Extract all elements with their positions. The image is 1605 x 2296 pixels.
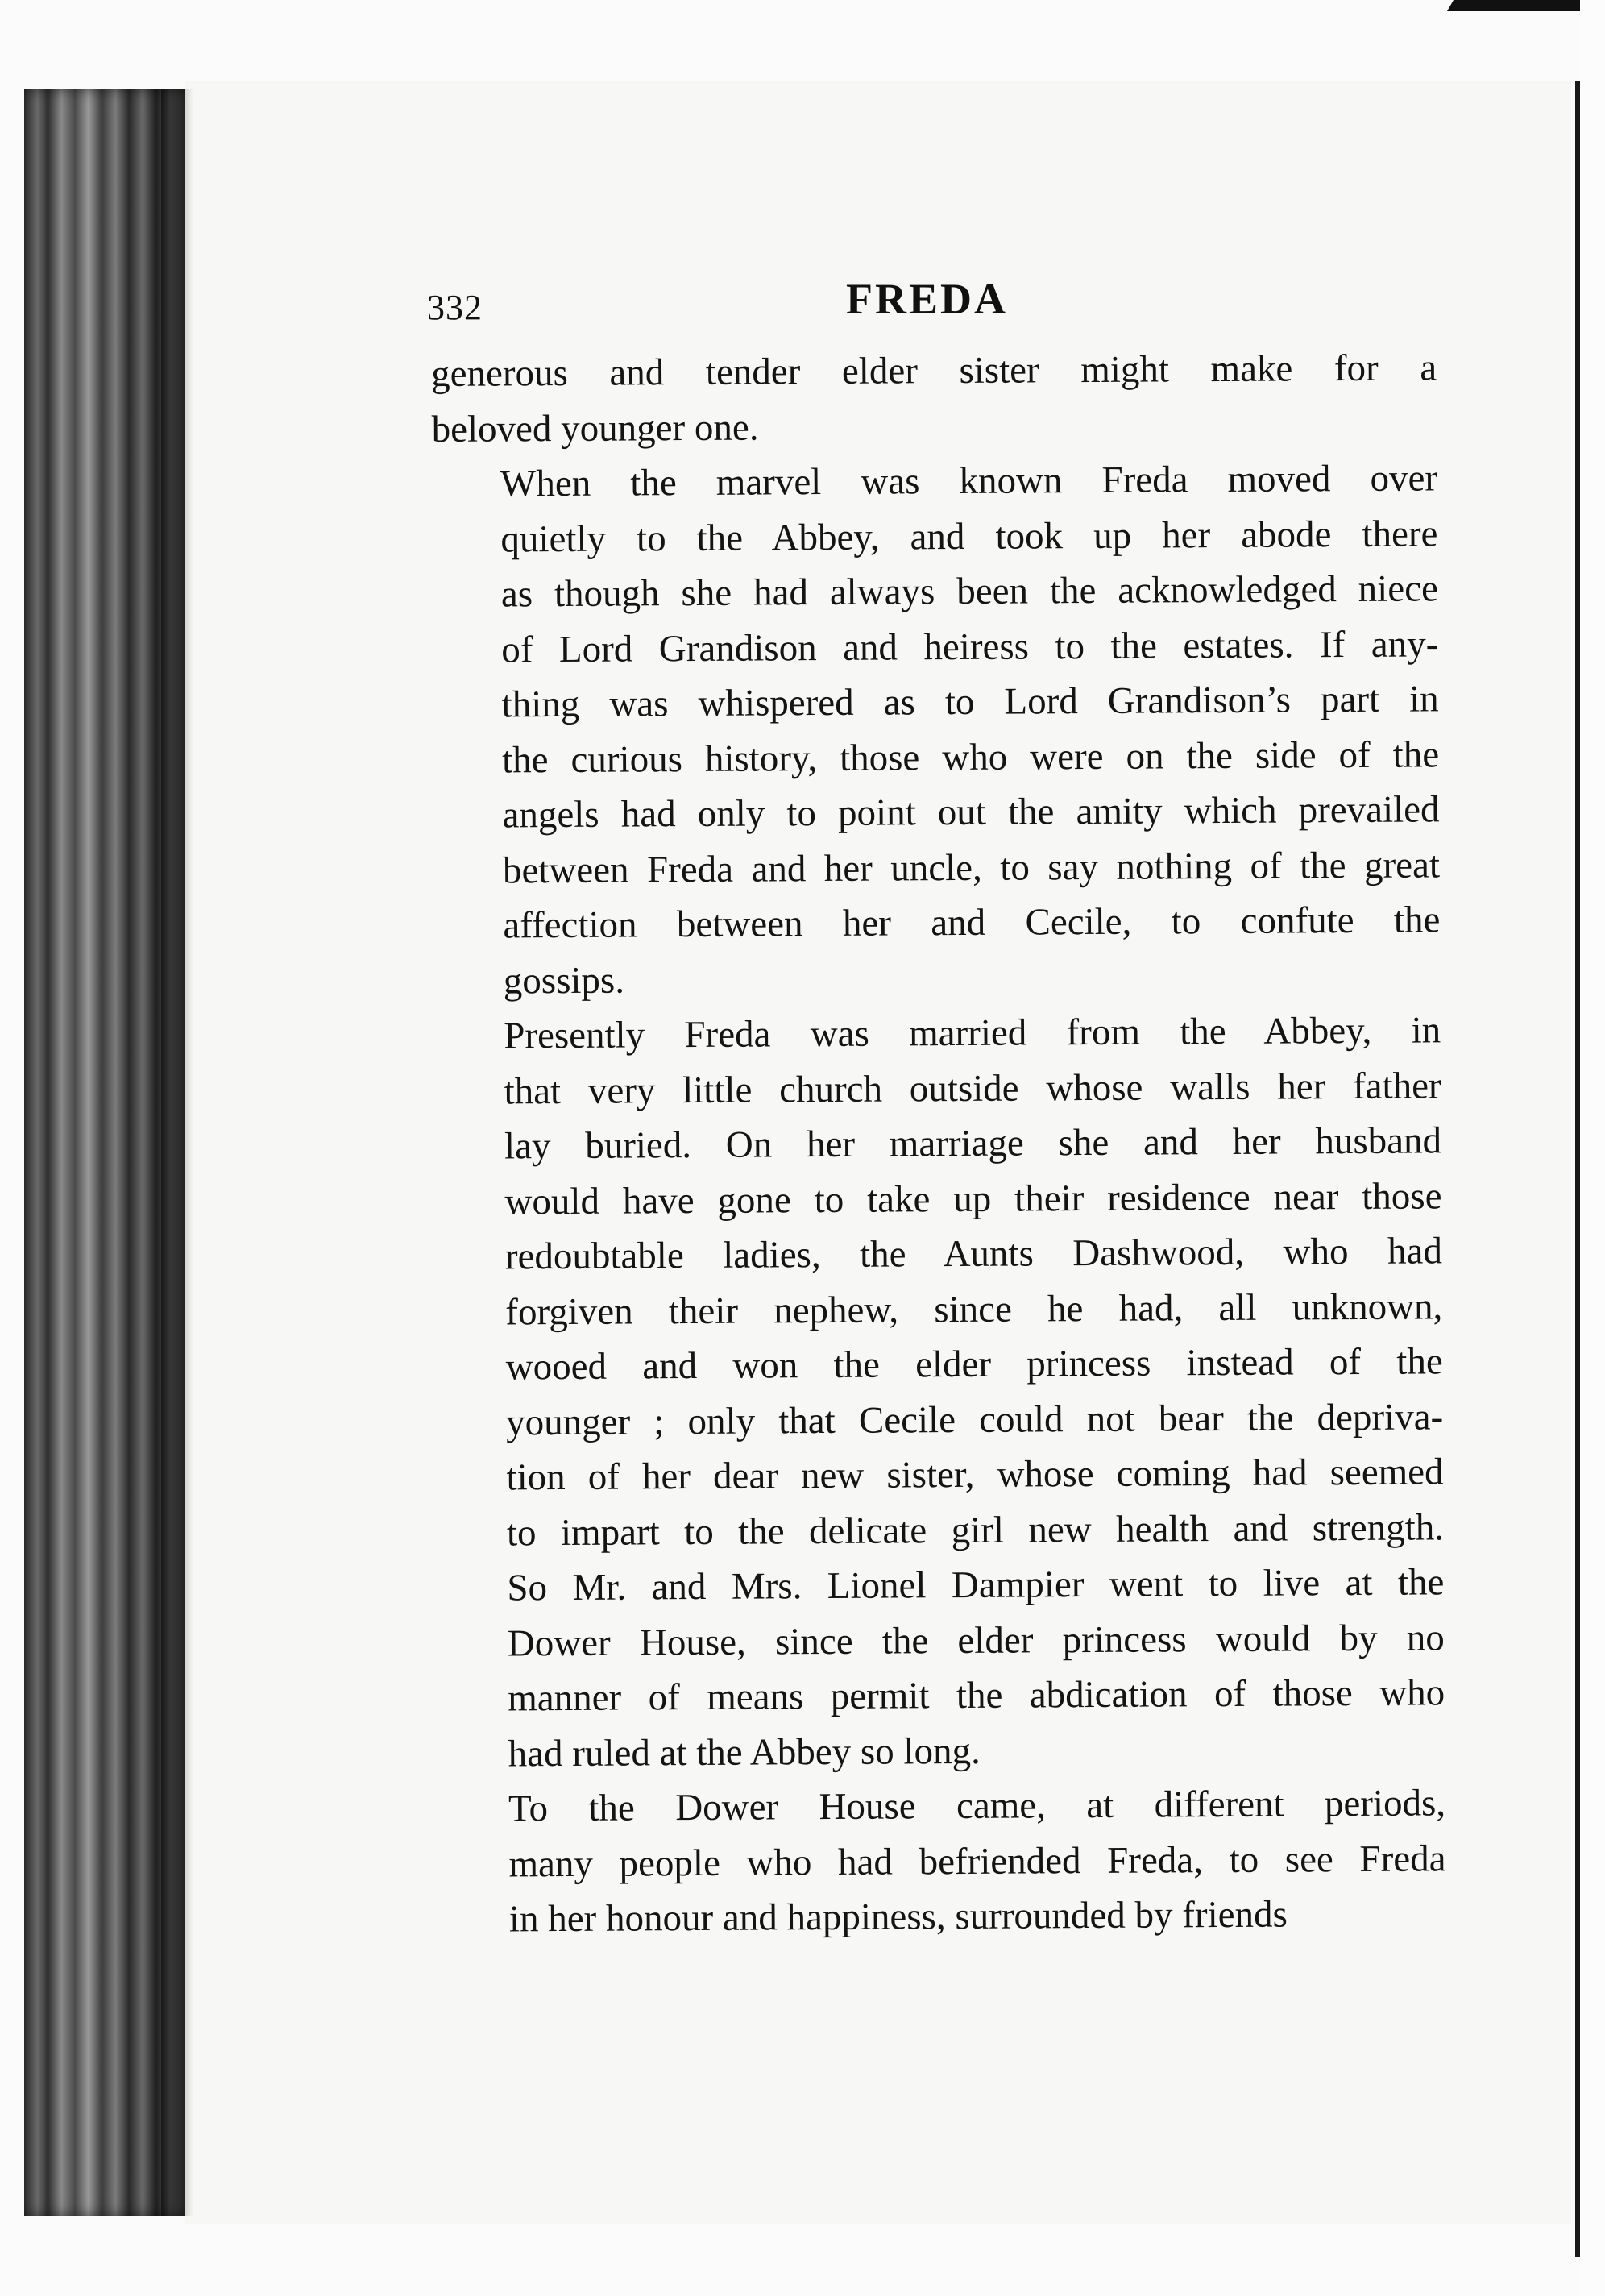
text-line: forgiven their nephew, since he had, all unknown, xyxy=(505,1285,1443,1333)
text-line: between Freda and her uncle, to say nothing of the great xyxy=(502,843,1441,891)
text-line: many people who had befriended Freda, to see Freda xyxy=(508,1837,1446,1885)
text-line: the curious history, those who were on the side of the xyxy=(501,733,1440,781)
text-line: of Lord Grandison and heiress to the estates. If any- xyxy=(501,622,1439,671)
text-line: Dower House, since the elder princess would by no xyxy=(507,1616,1445,1664)
text-line: wooed and won the elder princess instead of the xyxy=(505,1340,1443,1389)
text-line: had ruled at the Abbey so long. xyxy=(508,1729,981,1775)
text-line: affection between her and Cecile, to confute the xyxy=(503,899,1441,947)
text-line: younger ; only that Cecile could not bear the depriva- xyxy=(505,1395,1444,1443)
text-line: thing was whispered as to Lord Grandison’s part in xyxy=(501,678,1439,726)
paragraph xyxy=(435,1003,1445,1782)
running-header xyxy=(427,274,1442,330)
body-text xyxy=(431,340,1446,1947)
text-line: redoubtable ladies, the Aunts Dashwood, who had xyxy=(504,1230,1443,1278)
text-line: to impart to the delicate girl new health and strength. xyxy=(506,1505,1445,1554)
text-line: as though she had always been the acknowledged niece xyxy=(500,567,1439,616)
text-line: So Mr. and Mrs. Lionel Dampier went to live at the xyxy=(507,1561,1445,1609)
text-line: To the Dower House came, at different periods, xyxy=(508,1782,1446,1830)
text-line: lay buried. On her marriage she and her husband xyxy=(504,1119,1442,1168)
text-line: beloved younger one. xyxy=(431,406,759,450)
paragraph xyxy=(431,340,1437,457)
text-line: Presently Freda was married from the Abbey, in xyxy=(504,1009,1441,1057)
paragraph xyxy=(432,450,1441,1009)
text-line: quietly to the Abbey, and took up her abode there xyxy=(500,512,1438,560)
paragraph xyxy=(440,1775,1446,1947)
text-line: in her honour and happiness, surrounded by friends xyxy=(508,1893,1288,1941)
text-line: gossips. xyxy=(503,959,625,1002)
text-line: tion of her dear new sister, whose coming had seemed xyxy=(506,1451,1444,1499)
text-line: that very little church outside whose walls her father xyxy=(504,1064,1441,1112)
gutter-shadow xyxy=(161,89,193,2216)
text-line: generous and tender elder sister might make for a xyxy=(431,347,1437,395)
page-number: 332 xyxy=(427,288,483,327)
text-line: would have gone to take up their residence near those xyxy=(504,1174,1442,1223)
adjacent-page-strip xyxy=(1580,0,1605,2296)
text-line: manner of means permit the abdication of those who xyxy=(508,1671,1445,1720)
running-title: FREDA xyxy=(846,275,1008,323)
text-line: angels had only to point out the amity which prevailed xyxy=(502,788,1440,837)
text-line: When the marvel was known Freda moved over xyxy=(500,457,1438,505)
